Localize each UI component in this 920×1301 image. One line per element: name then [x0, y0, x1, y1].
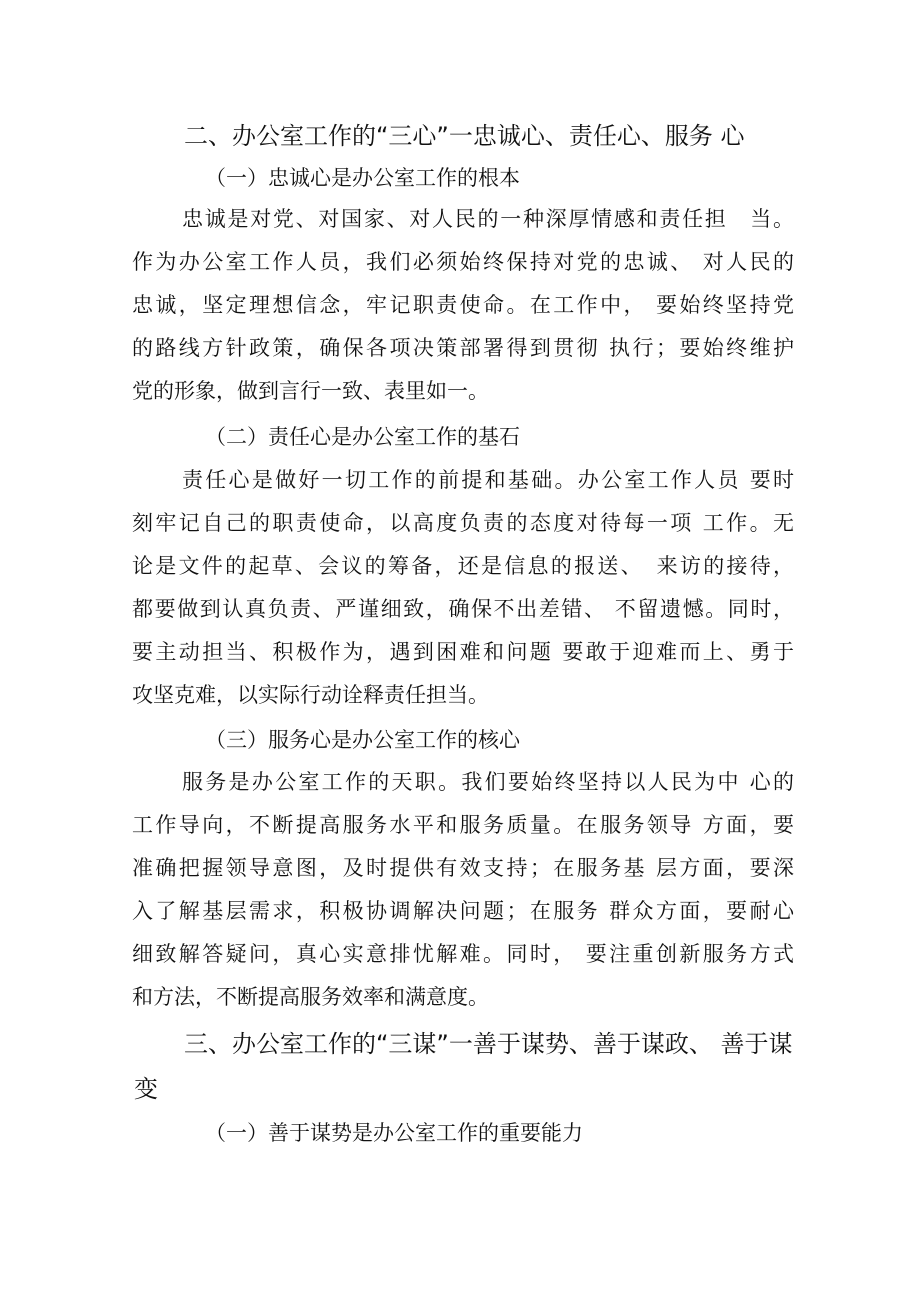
paragraph-line: 忠诚，坚定理想信念，牢记职责使命。在工作中， 要始终坚持党	[132, 293, 794, 317]
paragraph-line: 论是文件的起草、会议的筹备，还是信息的报送、 来访的接待，	[132, 554, 794, 578]
paragraph-line: 作为办公室工作人员，我们必须始终保持对党的忠诚、 对人民的	[132, 250, 794, 274]
paragraph-line: 服务是办公室工作的天职。我们要始终坚持以人民为中 心的	[182, 770, 794, 794]
paragraph-line: 责任心是做好一切工作的前提和基础。办公室工作人员 要时	[182, 468, 794, 492]
subheading-2-3: （三）服务心是办公室工作的核心	[205, 728, 520, 752]
subheading-2-1: （一）忠诚心是办公室工作的根本	[205, 166, 520, 190]
paragraph-line: 细致解答疑问，真心实意排忧解难。同时， 要注重创新服务方式	[132, 942, 794, 966]
paragraph-line: 准确把握领导意图，及时提供有效支持；在服务基 层方面，要深	[132, 856, 794, 880]
paragraph-line: 要主动担当、积极作为，遇到困难和问题 要敢于迎难而上、勇于	[132, 640, 794, 664]
paragraph-line: 刻牢记自己的职责使命，以高度负责的态度对待每一项 工作。无	[132, 511, 794, 535]
paragraph-line: 入了解基层需求，积极协调解决问题；在服务 群众方面，要耐心	[132, 899, 794, 923]
section-heading-3: 三、办公室工作的“三谋”一善于谋势、善于谋政、 善于谋	[184, 1030, 793, 1058]
paragraph-line: 都要做到认真负责、严谨细致，确保不出差错、 不留遗憾。同时，	[132, 597, 794, 621]
section-heading-3-continued: 变	[134, 1075, 158, 1103]
paragraph-line: 工作导向，不断提高服务水平和服务质量。在服务领导 方面，要	[132, 813, 794, 837]
paragraph-line: 忠诚是对党、对国家、对人民的一种深厚情感和责任担 当。	[182, 207, 794, 231]
paragraph-2-1	[132, 198, 794, 413]
paragraph-line: 和方法，不断提高服务效率和满意度。	[132, 985, 489, 1009]
paragraph-line: 攻坚克难，以实际行动诠释责任担当。	[132, 683, 489, 707]
subheading-2-2: （二）责任心是办公室工作的基石	[205, 425, 520, 449]
section-heading-2: 二、办公室工作的“三心”一忠诚心、责任心、服务 心	[184, 122, 745, 150]
paragraph-line: 的路线方针政策，确保各项决策部署得到贯彻 执行；要始终维护	[132, 336, 794, 360]
paragraph-2-3	[132, 761, 794, 1019]
paragraph-line: 党的形象，做到言行一致、表里如一。	[132, 379, 489, 403]
paragraph-2-2	[132, 459, 794, 717]
subheading-3-1: （一）善于谋势是办公室工作的重要能力	[205, 1121, 583, 1145]
